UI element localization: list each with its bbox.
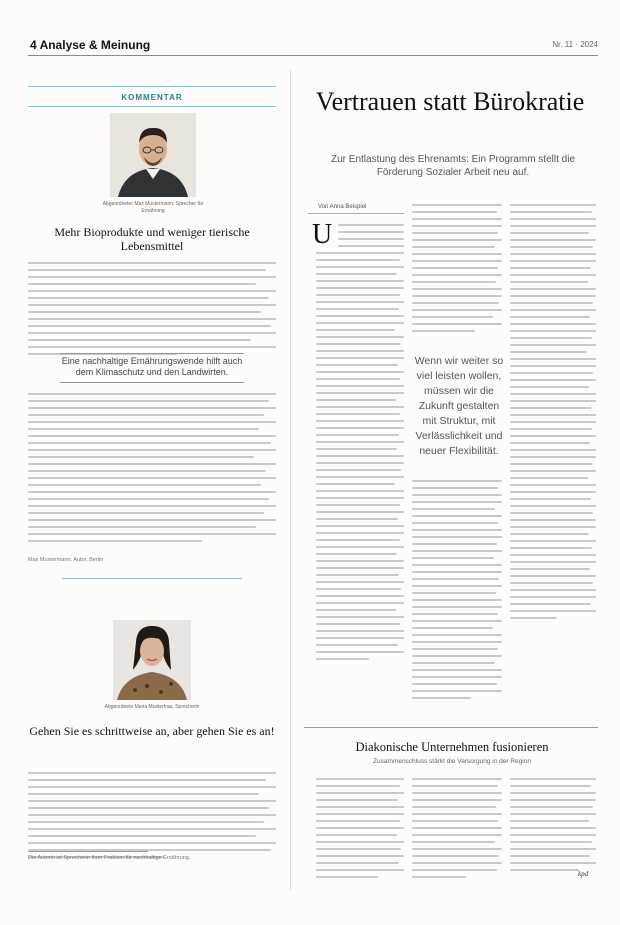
pull-quote-bottom-rule — [60, 382, 244, 383]
bottom-article-rule — [304, 727, 598, 728]
bottom-col2-lines — [412, 778, 502, 883]
footnote-rule — [28, 851, 148, 852]
commentary2-body — [28, 772, 276, 863]
bottom-article-subtitle: Zusammenschluss stärkt die Versorgung in der Region — [373, 758, 531, 765]
main-col3-lines — [510, 204, 596, 624]
second-commentary-rule — [62, 578, 242, 579]
bottom-article-title: Diakonische Unternehmen fusionieren — [355, 740, 549, 754]
main-col1-lines-top — [338, 224, 404, 252]
commentary-pull-quote: Eine nachhaltige Ernährungswende hilft auch dem Klimaschutz und den Landwirten. — [61, 356, 243, 377]
commentary-body-1 — [28, 262, 276, 360]
kommentar-label: KOMMENTAR — [121, 93, 183, 102]
main-article-title: Vertrauen statt Bürokratie — [315, 87, 585, 116]
bottom-article-author: kpd — [578, 870, 589, 878]
pull-quote-top-rule — [60, 353, 244, 354]
header-rule — [28, 55, 598, 56]
main-article-subtitle: Zur Entlastung des Ehrenamts: Ein Programm stellt die Förderung Sozialer Arbeit neu auf. — [331, 154, 575, 178]
bottom-col1-lines — [316, 778, 404, 883]
kommentar-top-rule — [28, 86, 276, 87]
portrait-caption: Abgeordneter Max Mustermann, Sprecher für Ernährung — [102, 201, 204, 214]
kommentar-bottom-rule — [28, 106, 276, 107]
main-col2-lines-top — [412, 204, 502, 337]
page-section-header: 4 Analyse & Meinung — [30, 38, 151, 52]
date-line: Nr. 11 · 2024 — [552, 40, 598, 49]
column-divider — [290, 70, 291, 890]
commentary2-footnote: Die Autorin ist Sprecherin ihrer Fraktion für nachhaltige Ernährung. — [28, 855, 191, 861]
main-col2-lines-bottom — [412, 480, 502, 704]
main-article-byline: Von Anna Beispiel — [318, 204, 367, 210]
commentary-body-2 — [28, 393, 276, 547]
commentary-headline: Mehr Bioprodukte und weniger tierische Lebensmittel — [54, 225, 250, 253]
drop-cap: U — [312, 219, 333, 250]
main-article-quote: Wenn wir weiter so viel leisten wollen, müssen wir die Zukunft gestalten mit Struktur, mit Verlässlichkeit und neuer Flexibilität. — [414, 355, 504, 457]
commentary-author-note: Max Mustermann, Autor, Berlin — [28, 557, 104, 563]
portrait-caption-2: Abgeordnete Maria Musterfrau, Sprecherin — [104, 704, 200, 710]
commentary2-headline: Gehen Sie es schrittweise an, aber gehen Sie es an! — [29, 724, 275, 738]
author-portrait-male — [110, 113, 196, 197]
author-portrait-female — [113, 620, 191, 700]
bottom-col3-lines — [510, 778, 596, 876]
main-col1-lines — [316, 252, 404, 665]
byline-rule — [308, 213, 404, 214]
